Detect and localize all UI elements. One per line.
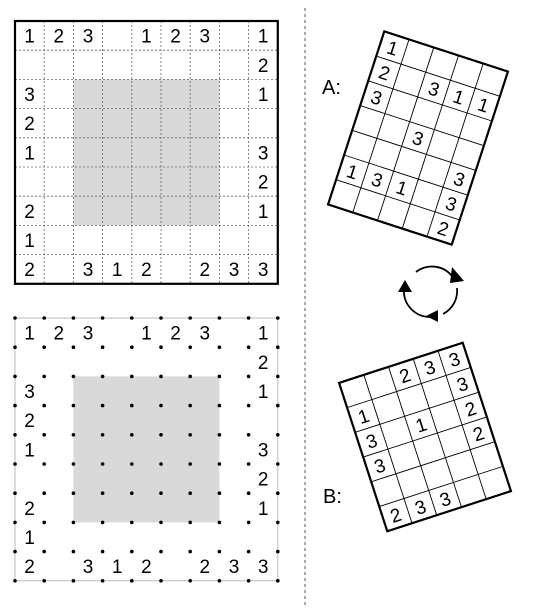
grid-dot <box>276 462 280 466</box>
grid-dot <box>42 550 46 554</box>
grid-dot <box>101 521 105 525</box>
clue-cell: 2 <box>257 352 269 374</box>
clue-cell: 1 <box>24 143 35 165</box>
clue-cell: 2 <box>257 469 269 491</box>
top-puzzle-grid <box>15 21 278 284</box>
grid-dot <box>276 579 280 583</box>
grid-dot <box>188 579 192 583</box>
clue-cell: 1 <box>450 86 467 110</box>
grid-dot <box>276 521 280 525</box>
clue-cell: 1 <box>24 528 35 549</box>
grid-dot <box>72 491 76 495</box>
grid-dot <box>42 521 46 525</box>
grid-dot <box>159 316 163 320</box>
clue-cell: 3 <box>82 260 94 282</box>
grid-dot <box>218 491 222 495</box>
clue-cell: 1 <box>393 177 410 201</box>
grid-dot <box>13 316 17 320</box>
clue-cell: 1 <box>383 37 401 61</box>
grid-dot <box>42 345 46 349</box>
grid-dot <box>72 404 76 408</box>
grid-dot <box>159 462 163 466</box>
grid-dot <box>159 404 163 408</box>
clue-cell: 2 <box>397 364 414 389</box>
clue-cell: 3 <box>446 348 464 373</box>
grid-dot <box>130 316 134 320</box>
clue-cell: 3 <box>363 430 381 454</box>
grid-dot <box>159 375 163 379</box>
grid-dot <box>247 345 251 349</box>
grid-dot <box>101 433 105 437</box>
clue-cell: 2 <box>53 26 65 48</box>
clue-cell: 2 <box>199 260 211 282</box>
grid-dot <box>13 521 17 525</box>
grid-line <box>371 442 495 482</box>
grid-dot <box>101 404 105 408</box>
clue-cell: 3 <box>371 455 389 479</box>
grid-dot <box>72 316 76 320</box>
grid-dot <box>130 491 134 495</box>
grid-dot <box>130 433 134 437</box>
clue-cell: 1 <box>343 161 361 185</box>
clue-cell: 2 <box>375 62 393 86</box>
clue-cell: 2 <box>434 218 452 242</box>
grid-dot <box>159 521 163 525</box>
clue-cell: 1 <box>257 498 269 520</box>
clue-cell: 2 <box>170 323 181 345</box>
grid-dot <box>247 491 251 495</box>
grid-dot <box>13 404 17 408</box>
grid-dot <box>218 521 222 525</box>
grid-dot <box>130 579 134 583</box>
grid-dot <box>13 579 17 583</box>
grid-dot <box>72 345 76 349</box>
label-a: A: <box>322 77 341 99</box>
bottom-dot-grid <box>13 316 279 582</box>
grid-dot <box>42 433 46 437</box>
grid-dot <box>42 462 46 466</box>
grid-dot <box>247 433 251 437</box>
grid-dot <box>276 375 280 379</box>
clue-cell: 3 <box>24 85 35 106</box>
rotate-arrows-icon <box>398 267 464 322</box>
grid-dot <box>218 316 222 320</box>
clue-cell: 3 <box>450 168 468 192</box>
grid-dot <box>188 433 192 437</box>
clue-cell: 3 <box>257 440 269 462</box>
grid-dot <box>130 345 134 349</box>
grid-dot <box>101 316 105 320</box>
grid-dot <box>247 550 251 554</box>
grid-dot <box>42 375 46 379</box>
label-b: B: <box>323 486 342 508</box>
clue-cell: 3 <box>454 373 472 397</box>
grid-dot <box>247 462 251 466</box>
grid-dot <box>13 433 17 437</box>
clue-cell: 3 <box>437 488 454 512</box>
grid-dot <box>188 462 192 466</box>
piece-b-grid <box>339 343 511 532</box>
clue-cell: 3 <box>442 193 460 217</box>
grid-dot <box>188 316 192 320</box>
grid-dot <box>13 462 17 466</box>
clue-cell: 2 <box>141 557 152 579</box>
clue-cell: 1 <box>413 414 430 438</box>
grid-dot <box>42 316 46 320</box>
grid-dot <box>188 375 192 379</box>
grid-dot <box>159 433 163 437</box>
grid-dot <box>13 491 17 495</box>
grid-dot <box>188 404 192 408</box>
clue-cell: 3 <box>257 557 269 579</box>
clue-cell: 1 <box>257 201 269 223</box>
clue-cell: 1 <box>474 94 492 118</box>
clue-cell: 2 <box>387 504 405 528</box>
grid-dot <box>218 462 222 466</box>
grid-dot <box>42 579 46 583</box>
clue-cell: 3 <box>199 323 211 345</box>
grid-dot <box>72 550 76 554</box>
clue-cell: 2 <box>53 323 65 345</box>
grid-dot <box>130 375 134 379</box>
clue-cell: 2 <box>257 55 269 77</box>
clue-cell: 3 <box>82 323 94 345</box>
clue-cell: 1 <box>141 26 152 48</box>
clue-cell: 1 <box>24 323 35 345</box>
grid-dot <box>188 345 192 349</box>
grid-dot <box>13 375 17 379</box>
clue-cell: 3 <box>409 127 426 152</box>
grid-dot <box>72 521 76 525</box>
clue-cell: 3 <box>82 557 94 579</box>
grid-dot <box>101 375 105 379</box>
grid-dot <box>159 550 163 554</box>
clue-cell: 2 <box>24 411 35 433</box>
clue-cell: 2 <box>141 260 152 282</box>
grid-dot <box>188 550 192 554</box>
clue-cell: 1 <box>257 382 269 403</box>
shaded-region <box>73 79 219 225</box>
grid-dot <box>159 491 163 495</box>
grid-dot <box>13 550 17 554</box>
grid-dot <box>218 404 222 408</box>
grid-dot <box>72 462 76 466</box>
grid-dot <box>101 579 105 583</box>
clue-cell: 3 <box>421 356 439 381</box>
clue-cell: 1 <box>24 26 35 48</box>
grid-dot <box>72 433 76 437</box>
clue-cell: 1 <box>257 323 269 345</box>
grid-dot <box>247 375 251 379</box>
clue-cell: 2 <box>24 260 35 282</box>
grid-dot <box>188 491 192 495</box>
clue-cell: 1 <box>257 26 269 48</box>
grid-dot <box>159 579 163 583</box>
clue-cell: 1 <box>111 557 123 579</box>
clue-cell: 3 <box>257 143 269 165</box>
clue-cell: 1 <box>111 260 123 282</box>
grid-dot <box>276 433 280 437</box>
grid-dot <box>72 375 76 379</box>
grid-dot <box>130 550 134 554</box>
clue-cell: 3 <box>367 87 385 111</box>
clue-cell: 3 <box>228 557 240 579</box>
clue-cell: 2 <box>470 423 488 447</box>
grid-dot <box>247 404 251 408</box>
clue-cell: 2 <box>24 114 35 136</box>
clue-cell: 2 <box>199 557 211 579</box>
grid-dot <box>218 550 222 554</box>
grid-dot <box>101 345 105 349</box>
clue-cell: 3 <box>412 496 430 520</box>
clue-cell: 2 <box>24 557 35 579</box>
clue-cell: 3 <box>82 26 94 48</box>
clue-cell: 3 <box>199 26 211 48</box>
grid-dot <box>218 579 222 583</box>
grid-dot <box>276 550 280 554</box>
grid-dot <box>13 345 17 349</box>
grid-dot <box>247 316 251 320</box>
grid-dot <box>247 579 251 583</box>
grid-dot <box>276 491 280 495</box>
grid-dot <box>101 550 105 554</box>
grid-dot <box>247 521 251 525</box>
clue-cell: 2 <box>24 201 35 223</box>
clue-cell: 2 <box>257 172 269 194</box>
clue-cell: 2 <box>170 26 181 48</box>
clue-cell: 1 <box>355 405 373 430</box>
grid-dot <box>101 462 105 466</box>
clue-cell: 3 <box>425 78 442 102</box>
grid-dot <box>101 491 105 495</box>
grid-dot <box>276 404 280 408</box>
clue-cell: 2 <box>462 398 480 422</box>
grid-dot <box>130 521 134 525</box>
grid-dot <box>276 345 280 349</box>
clue-cell: 1 <box>257 85 269 106</box>
grid-dot <box>42 404 46 408</box>
grid-dot <box>218 375 222 379</box>
clue-cell: 3 <box>368 169 386 193</box>
grid-dot <box>276 316 280 320</box>
shaded-region <box>73 376 219 522</box>
clue-cell: 3 <box>228 260 240 282</box>
clue-cell: 1 <box>24 231 35 252</box>
grid-dot <box>188 521 192 525</box>
grid-dot <box>72 579 76 583</box>
clue-cell: 3 <box>257 260 269 282</box>
grid-dot <box>218 345 222 349</box>
grid-dot <box>218 433 222 437</box>
clue-cell: 2 <box>24 498 35 520</box>
grid-dot <box>130 404 134 408</box>
piece-a-grid <box>328 31 508 244</box>
clue-cell: 1 <box>24 440 35 462</box>
grid-dot <box>42 491 46 495</box>
clue-cell: 3 <box>24 382 35 403</box>
clue-cell: 1 <box>141 323 152 345</box>
grid-dot <box>130 462 134 466</box>
grid-dot <box>159 345 163 349</box>
